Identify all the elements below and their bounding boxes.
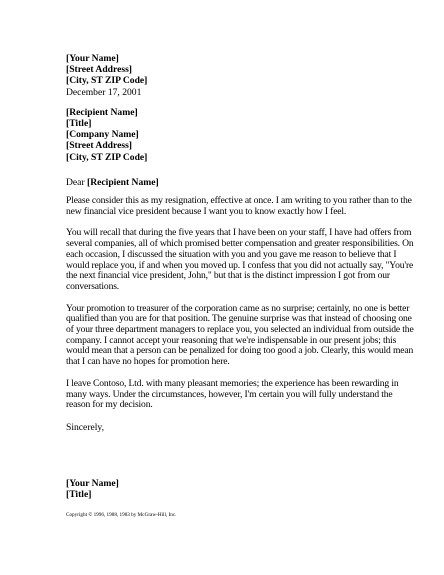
salutation-prefix: Dear xyxy=(66,176,88,188)
recipient-name: [Recipient Name] xyxy=(66,106,138,118)
signature-title: [Title] xyxy=(66,489,92,501)
recipient-title: [Title] xyxy=(66,118,92,130)
sender-name: [Your Name] xyxy=(66,53,119,64)
recipient-company: [Company Name] xyxy=(66,129,139,141)
recipient-street: [Street Address] xyxy=(66,140,132,152)
letter-date: December 17, 2001 xyxy=(66,86,142,98)
body-paragraph-3: Your promotion to treasurer of the corporation came as no surprise; certainly, no one is better qualified than you are for that position. The genuine surprise was that instead of choosing one of your three department managers to replace you, you selected an individual from outside the company. I cannot accept your reasoning that we're indispensable in our present jobs; this would mean that a person can be penalized for doing too good a job. Clearly, this would mean that I can have no hopes for promotion here. xyxy=(66,302,414,368)
salutation-name: [Recipient Name] xyxy=(87,176,159,188)
sender-street: [Street Address] xyxy=(66,64,132,76)
salutation xyxy=(66,177,418,188)
recipient-address xyxy=(66,107,418,163)
body-paragraph-2: You will recall that during the five years that I have been on your staff, I have had offers from several companies, all of which promised better compensation and greater responsibilities. On each occasion, I discussed the situation with you and you gave me reason to believe that I would replace you, if and when you moved up. I confess that you did not actually say, "You're the next financial vice president, John," but that is the distinct impression I got from our conversations. xyxy=(66,227,414,292)
copyright-notice: Copyright © 1996, 1988, 1983 by McGraw-Hill, Inc. xyxy=(66,511,177,518)
closing: Sincerely, xyxy=(66,421,105,433)
recipient-city: [City, ST ZIP Code] xyxy=(66,151,148,163)
letter-page xyxy=(66,53,418,519)
sender-city: [City, ST ZIP Code] xyxy=(66,75,148,87)
sender-address xyxy=(66,53,418,87)
signature-name: [Your Name] xyxy=(66,478,119,490)
body-paragraph-1: Please consider this as my resignation, effective at once. I am writing to you rather than to the new financial vice president because I want you to know exactly how I feel. xyxy=(66,195,412,217)
body-paragraph-4: I leave Contoso, Ltd. with many pleasant memories; the experience has been rewarding in many ways. Under the circumstances, however, I'm certain you will fully understand the reason for my decision. xyxy=(66,377,399,411)
signature-block xyxy=(66,478,418,500)
